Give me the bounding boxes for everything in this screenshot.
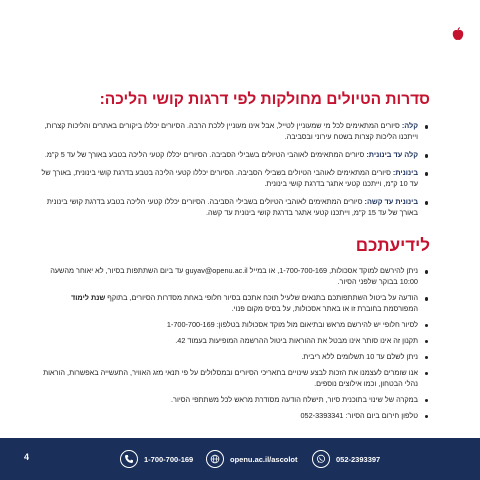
difficulty-description: סיורים המתאימים לאוהבי הטיולים בשבילי הסביבה. הסיורים יכללו קטעי הליכה בטבע בדרגת קושי בינונית, באורך של עד 10 ק"מ, וייתכנו קטעי אתגר בדרגת קושי בינונית. xyxy=(41,168,418,189)
apple-icon xyxy=(452,27,464,41)
list-item xyxy=(40,150,430,161)
list-item xyxy=(40,266,430,288)
phone-number: 1-700-700-169 xyxy=(144,454,194,464)
mobile-number: 052-2393397 xyxy=(336,454,381,464)
list-item xyxy=(40,368,430,390)
list-item xyxy=(40,336,430,347)
notice-text: אנו שומרים לעצמנו את הזכות לבצע שינויים בתאריכי הסיורים ובמסלולים על פי תנאי מזג האוויר, התעשייה באפשרות, הוראות נהלי הבטחון, וכמו אילוצים נוספים. xyxy=(43,367,418,388)
list-item xyxy=(40,121,430,143)
notice-text: במקרה של שינוי בתוכנית סיור, תישלח הודעה מסודרת מראש לכל משתתפי הסיור. xyxy=(171,394,418,404)
difficulty-description: סיורים המתאימים לאוהבי הטיולים בשבילי הסביבה. הסיורים יכללו קטעי הליכה בטבע באורך של עד 5 ק"מ. xyxy=(44,150,367,160)
list-item xyxy=(40,197,430,219)
difficulty-list xyxy=(40,121,430,219)
page-number: 4 xyxy=(24,452,30,462)
footer-phone[interactable] xyxy=(120,449,193,469)
difficulty-term: בינונית עד קשה: xyxy=(364,197,418,207)
globe-icon xyxy=(206,450,224,468)
notice-section-title: לידיעתכם xyxy=(355,235,430,255)
notice-text: המפורסמת בחוברת זו או באתר אסכולות, על בסיס מקום פנוי. xyxy=(231,304,418,313)
difficulty-term: קלה: xyxy=(401,121,418,131)
notice-text: תקנון זה אינו סותר אינו מבטל את ההוראות ביטול ההרשמה המופיעות בעמוד 42. xyxy=(175,335,418,345)
list-item xyxy=(40,352,430,363)
notice-text: ניתן לשלם עד 10 תשלומים ללא ריבית. xyxy=(301,351,418,361)
list-item xyxy=(40,293,430,315)
list-item xyxy=(40,395,430,406)
notice-list xyxy=(40,266,430,421)
notice-text: לסיור חלופי יש להירשם מראש ובתיאום מול מוקד אסכולות בטלפון: 1-700-700-169 xyxy=(166,319,418,329)
difficulty-term: בינונית: xyxy=(392,168,418,178)
phone-icon xyxy=(120,450,138,468)
difficulty-description: סיורים המתאימים לאוהבי הטיולים בשבילי הסביבה. הסיורים יכללו קטעי הליכה בטבע בדרגת קושי בינונית באורך של עד 15 ק"מ, וייתכנו קטעי אתגר בדרגת קושי בינונית עד קשה. xyxy=(46,197,418,217)
notice-emphasis: שנת לימוד xyxy=(70,293,106,303)
footer-whatsapp[interactable] xyxy=(312,449,380,469)
notice-text: ניתן להירשם למוקד אסכולות, 1-700-700-169, או במייל guyav@openu.ac.il עד ביום השתתפות בסיור, לא יאוחר מהשעה 10:00 בבוקר שלפני הסיור. xyxy=(50,266,418,287)
website-link: openu.ac.il/ascolot xyxy=(230,454,298,464)
notice-text: טלפון חירום ביום הסיור: 052-3393341 xyxy=(300,410,418,420)
list-item xyxy=(40,411,430,422)
difficulty-section-title: סדרות הטיולים מחולקות לפי דרגות קושי הליכה: xyxy=(99,91,430,108)
notice-text: הודעה על ביטול השתתפותכם בתנאים שלעיל תוכח אתכם בסיור חלופי באחת מסדרות הסיורים, בתוקף xyxy=(105,293,418,303)
main-content xyxy=(0,90,480,427)
footer-bar xyxy=(0,438,480,480)
list-item xyxy=(40,320,430,331)
footer-website[interactable] xyxy=(206,449,298,469)
whatsapp-icon xyxy=(312,450,330,468)
difficulty-description: סיורים המתאימים לכל מי שמעוניין לטייל, אבל אינו מעוניין ללכת הרבה. הסיורים יכללו ביקורים באתרים והליכות קצרות, וייתכנו הליכות קצרות בשטח עירוני ובסביבה. xyxy=(44,121,418,142)
list-item xyxy=(40,168,430,190)
difficulty-term: קלה עד בינונית: xyxy=(366,150,418,160)
